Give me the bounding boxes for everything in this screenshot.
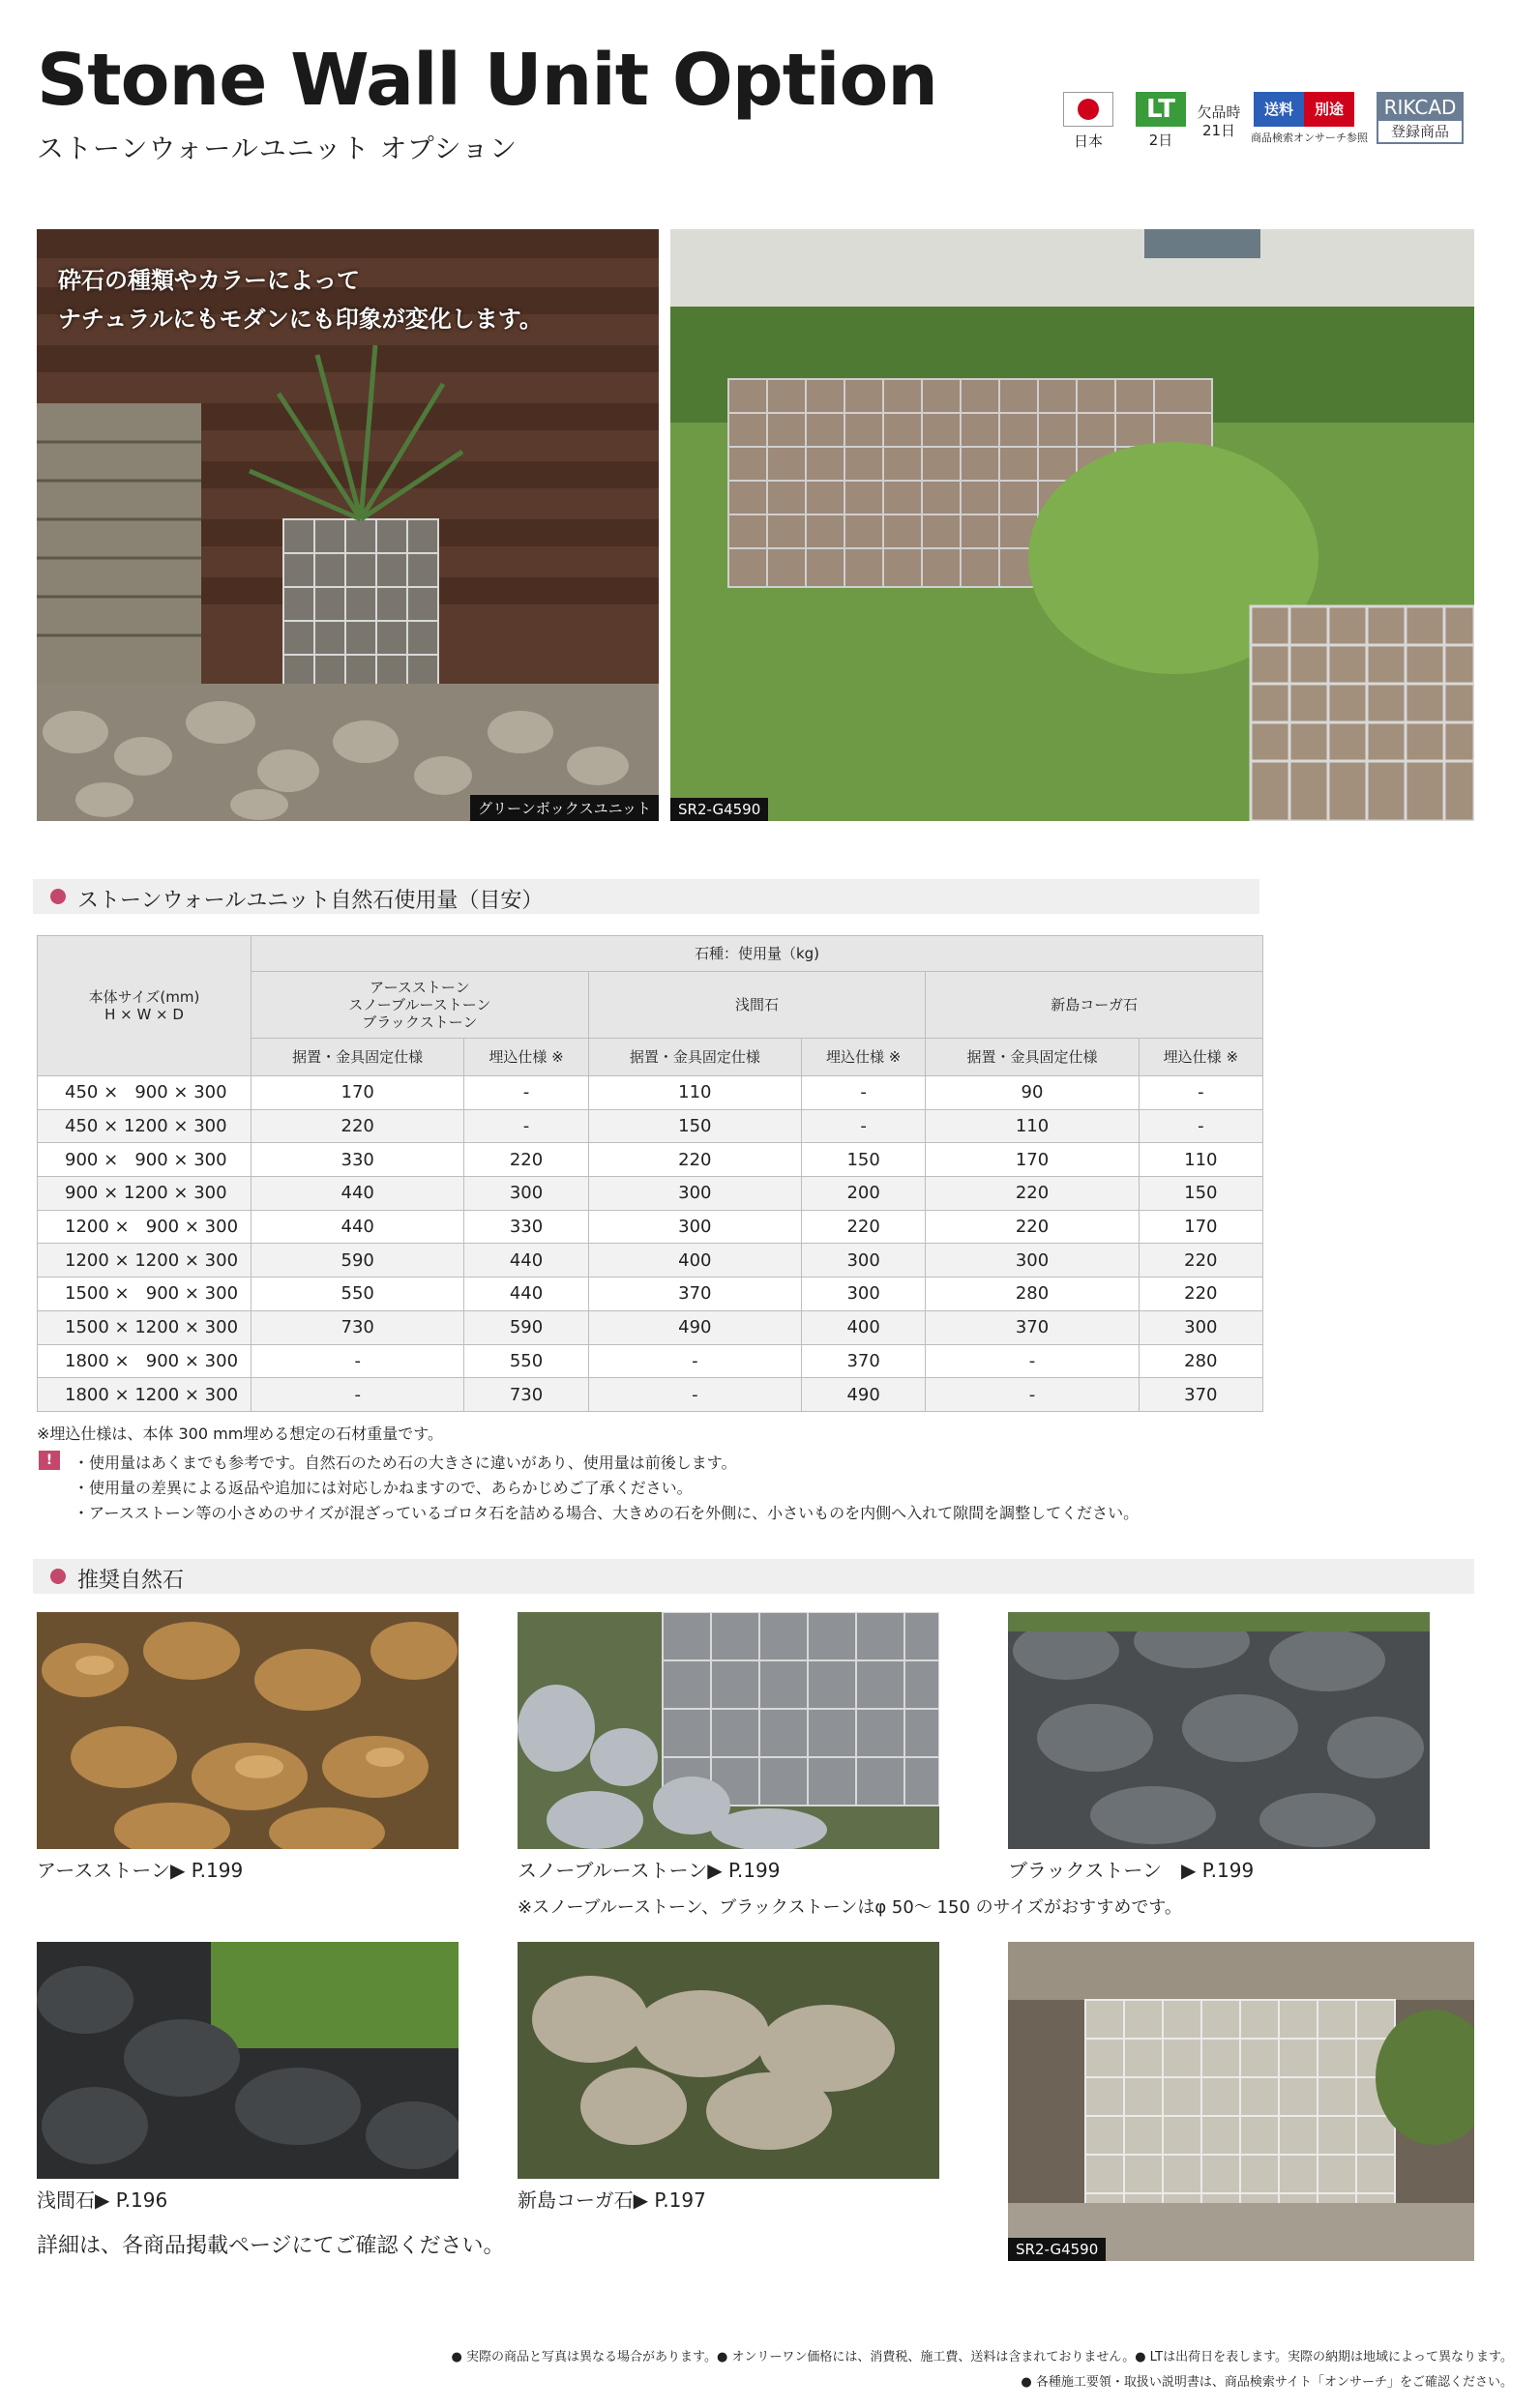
sub-header-buried: 埋込仕様 ※ xyxy=(1139,1039,1262,1076)
value-cell: 490 xyxy=(802,1378,926,1412)
value-cell: 550 xyxy=(464,1344,588,1378)
stone-group1-line1: アースストーン xyxy=(370,979,470,996)
niijima-stone-caption: 新島コーガ石▶ P.197 xyxy=(518,2188,706,2212)
usage-section-title: ストーンウォールユニット自然石使用量（目安） xyxy=(77,889,544,913)
origin-label: 日本 xyxy=(1073,132,1103,150)
value-cell: 370 xyxy=(802,1344,926,1378)
value-cell: - xyxy=(252,1344,464,1378)
warning-line1: ・使用量はあくまでも参考です。自然石のため石の大きさに違いがあり、使用量は前後します。 xyxy=(74,1454,737,1472)
value-cell: - xyxy=(464,1076,588,1110)
lt-icon: LT xyxy=(1136,92,1186,127)
table-row xyxy=(38,1344,1263,1378)
value-cell: 110 xyxy=(1139,1143,1262,1177)
value-cell: 110 xyxy=(926,1109,1139,1143)
shipping-badge xyxy=(1251,92,1368,145)
size-cell: 1800 × 900 × 300 xyxy=(38,1344,252,1378)
value-cell: 150 xyxy=(802,1143,926,1177)
value-cell: 440 xyxy=(464,1277,588,1311)
page-title: Stone Wall Unit Option xyxy=(37,39,937,122)
table-row xyxy=(38,1310,1263,1344)
size-header-line1: 本体サイズ(mm) xyxy=(88,988,200,1006)
value-cell: - xyxy=(926,1344,1139,1378)
size-cell: 900 × 1200 × 300 xyxy=(38,1177,252,1211)
table-row xyxy=(38,1109,1263,1143)
value-cell: 150 xyxy=(1139,1177,1262,1211)
value-cell: 170 xyxy=(926,1143,1139,1177)
footer-line1: ● 実際の商品と写真は異なる場合があります。● オンリーワン価格には、消費税、施工費、送料は含まれておりません。● LTは出荷日を表します。実際の納期は地域によって異なります。 xyxy=(451,2350,1513,2364)
sub-header-buried: 埋込仕様 ※ xyxy=(464,1039,588,1076)
value-cell: 170 xyxy=(252,1076,464,1110)
rikcad-badge xyxy=(1377,92,1464,144)
value-cell: 300 xyxy=(926,1244,1139,1277)
buried-note: ※埋込仕様は、本体 300 mm埋める想定の石材重量です。 xyxy=(37,1424,444,1443)
hero-photo-right xyxy=(670,229,1474,821)
sub-header-fixed: 据置・金具固定仕様 xyxy=(588,1039,801,1076)
stock-line1: 欠品時 xyxy=(1197,103,1241,121)
table-row xyxy=(38,1143,1263,1177)
value-cell: 300 xyxy=(588,1177,801,1211)
stock-badge xyxy=(1195,103,1243,140)
bullet-dot-icon xyxy=(50,1569,66,1584)
value-cell: 590 xyxy=(252,1244,464,1277)
value-cell: 300 xyxy=(588,1210,801,1244)
hero-overlay-line2: ナチュラルにもモダンにも印象が変化します。 xyxy=(58,306,543,333)
product-badges xyxy=(1059,92,1475,152)
size-cell: 1200 × 1200 × 300 xyxy=(38,1244,252,1277)
value-cell: 300 xyxy=(1139,1310,1262,1344)
page-subtitle: ストーンウォールユニット オプション xyxy=(37,132,518,164)
value-cell: - xyxy=(1139,1109,1262,1143)
rikcad-title: RIKCAD xyxy=(1378,94,1462,121)
value-cell: 730 xyxy=(252,1310,464,1344)
value-cell: - xyxy=(252,1378,464,1412)
value-cell: 220 xyxy=(1139,1277,1262,1311)
value-cell: 400 xyxy=(802,1310,926,1344)
warning-line2: ・使用量の差異による返品や追加には対応しかねますので、あらかじめご了承ください。 xyxy=(74,1479,693,1497)
rikcad-icon xyxy=(1377,92,1464,144)
recommended-section-title: 推奨自然石 xyxy=(77,1569,185,1593)
stone-group1-line3: ブラックストーン xyxy=(362,1013,478,1031)
value-cell: 90 xyxy=(926,1076,1139,1110)
detail-note: 詳細は、各商品掲載ページにてご確認ください。 xyxy=(37,2234,505,2258)
rikcad-sub: 登録商品 xyxy=(1378,121,1462,142)
value-cell: 300 xyxy=(802,1277,926,1311)
stone-group2-header: 浅間石 xyxy=(588,972,926,1039)
stone-group1-header xyxy=(252,972,589,1039)
size-cell: 1500 × 900 × 300 xyxy=(38,1277,252,1311)
japan-flag-icon xyxy=(1063,92,1113,127)
value-cell: 280 xyxy=(1139,1344,1262,1378)
size-cell: 450 × 1200 × 300 xyxy=(38,1109,252,1143)
table-row xyxy=(38,1076,1263,1110)
earth-stone-caption: アースストーン▶ P.199 xyxy=(37,1859,244,1882)
size-cell: 1500 × 1200 × 300 xyxy=(38,1310,252,1344)
stone-group3-header: 新島コーガ石 xyxy=(926,972,1263,1039)
value-cell: 220 xyxy=(588,1143,801,1177)
size-cell: 900 × 900 × 300 xyxy=(38,1143,252,1177)
size-header-line2: H × W × D xyxy=(104,1006,184,1023)
value-cell: 200 xyxy=(802,1177,926,1211)
value-cell: 550 xyxy=(252,1277,464,1311)
value-cell: - xyxy=(802,1076,926,1110)
value-cell: 370 xyxy=(588,1277,801,1311)
value-cell: - xyxy=(926,1378,1139,1412)
value-cell: 370 xyxy=(926,1310,1139,1344)
niijima-stone-photo xyxy=(518,1942,939,2179)
value-cell: 440 xyxy=(464,1244,588,1277)
value-cell: 280 xyxy=(926,1277,1139,1311)
stock-line2: 21日 xyxy=(1201,122,1236,139)
value-cell: 590 xyxy=(464,1310,588,1344)
value-cell: 220 xyxy=(464,1143,588,1177)
value-cell: - xyxy=(464,1109,588,1143)
recommended-section-header xyxy=(33,1559,1474,1594)
size-cell: 1800 × 1200 × 300 xyxy=(38,1378,252,1412)
value-cell: 220 xyxy=(802,1210,926,1244)
black-stone-caption: ブラックストーン ▶ P.199 xyxy=(1008,1859,1255,1882)
value-cell: 330 xyxy=(464,1210,588,1244)
table-row xyxy=(38,1244,1263,1277)
table-row xyxy=(38,1210,1263,1244)
value-cell: 220 xyxy=(926,1210,1139,1244)
asama-stone-caption: 浅間石▶ P.196 xyxy=(37,2188,168,2212)
value-cell: 220 xyxy=(926,1177,1139,1211)
origin-badge xyxy=(1059,92,1117,151)
value-cell: 730 xyxy=(464,1378,588,1412)
value-cell: - xyxy=(802,1109,926,1143)
value-cell: 400 xyxy=(588,1244,801,1277)
asama-stone-photo xyxy=(37,1942,459,2179)
hero-left-tag: グリーンボックスユニット xyxy=(470,795,659,821)
value-cell: 170 xyxy=(1139,1210,1262,1244)
stone-group1-line2: スノーブルーストーン xyxy=(348,996,491,1013)
size-cell: 1200 × 900 × 300 xyxy=(38,1210,252,1244)
value-cell: 330 xyxy=(252,1143,464,1177)
ship-label-b: 別途 xyxy=(1304,92,1354,127)
shipping-icon xyxy=(1254,92,1354,127)
size-cell: 450 × 900 × 300 xyxy=(38,1076,252,1110)
hero-overlay-line1: 砕石の種類やカラーによって xyxy=(58,267,360,294)
value-cell: 300 xyxy=(802,1244,926,1277)
table-row xyxy=(38,1378,1263,1412)
value-cell: 490 xyxy=(588,1310,801,1344)
size-recommendation-note: ※スノーブルーストーン、ブラックストーンはφ 50～ 150 のサイズがおすすめです。 xyxy=(518,1897,1182,1918)
ship-label-a: 送料 xyxy=(1254,92,1304,127)
bullet-dot-icon xyxy=(50,889,66,904)
gabion-product-photo xyxy=(1008,1942,1474,2261)
value-cell: - xyxy=(588,1344,801,1378)
usage-section-header xyxy=(33,879,1259,914)
gabion-photo-tag: SR2-G4590 xyxy=(1008,2238,1106,2261)
warning-line3: ・アースストーン等の小さめのサイズが混ざっているゴロタ石を詰める場合、大きめの石を外側に、小さいものを内側へ入れて隙間を調整してください。 xyxy=(74,1504,1140,1522)
value-cell: 150 xyxy=(588,1109,801,1143)
sub-header-fixed: 据置・金具固定仕様 xyxy=(252,1039,464,1076)
value-cell: 300 xyxy=(464,1177,588,1211)
stone-usage-table xyxy=(37,935,1263,1412)
sub-header-buried: 埋込仕様 ※ xyxy=(802,1039,926,1076)
ship-note: 商品検索オンサーチ参照 xyxy=(1251,132,1368,144)
value-cell: - xyxy=(1139,1076,1262,1110)
snow-blue-stone-photo xyxy=(518,1612,939,1849)
snow-blue-stone-caption: スノーブルーストーン▶ P.199 xyxy=(518,1859,781,1882)
value-cell: 220 xyxy=(252,1109,464,1143)
group-header: 石種：使用量（kg) xyxy=(252,936,1263,972)
value-cell: 440 xyxy=(252,1210,464,1244)
value-cell: - xyxy=(588,1378,801,1412)
value-cell: 370 xyxy=(1139,1378,1262,1412)
table-row xyxy=(38,1277,1263,1311)
value-cell: 440 xyxy=(252,1177,464,1211)
table-row xyxy=(38,1177,1263,1211)
warning-icon: ! xyxy=(39,1451,60,1470)
value-cell: 110 xyxy=(588,1076,801,1110)
black-stone-photo xyxy=(1008,1612,1430,1849)
lt-badge xyxy=(1132,92,1190,150)
hero-overlay-text xyxy=(58,261,543,338)
lt-days: 2日 xyxy=(1148,132,1173,149)
earth-stone-photo xyxy=(37,1612,459,1849)
value-cell: 220 xyxy=(1139,1244,1262,1277)
hero-right-tag: SR2-G4590 xyxy=(670,798,768,821)
sub-header-fixed: 据置・金具固定仕様 xyxy=(926,1039,1139,1076)
footer-line2: ● 各種施工要領・取扱い説明書は、商品検索サイト「オンサーチ」をご確認ください。 xyxy=(1021,2375,1513,2390)
size-header xyxy=(38,936,252,1076)
